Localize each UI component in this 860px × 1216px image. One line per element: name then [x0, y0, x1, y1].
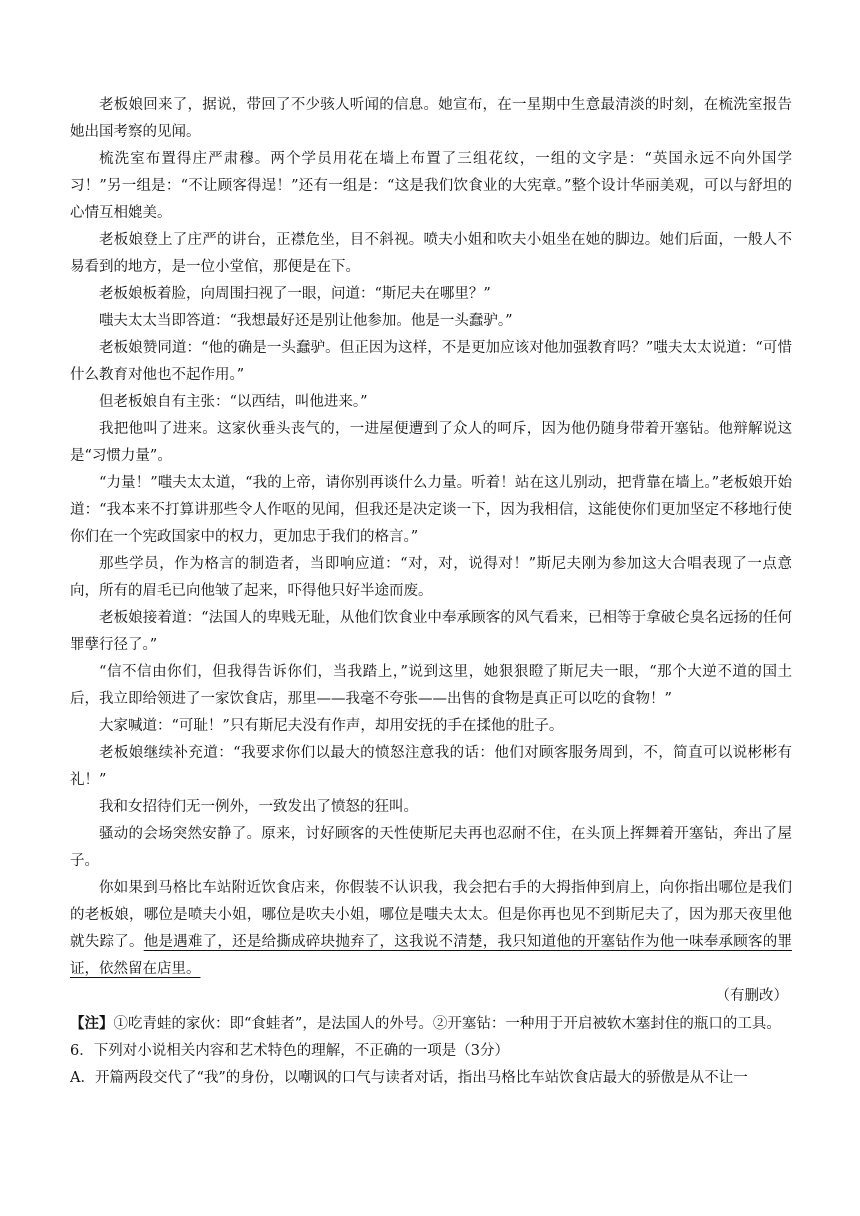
- option-a: A．开篇两段交代了“我”的身份，以嘲讽的口气与读者对话，指出马格比车站饮食店最大的骄傲是从不让一: [70, 1070, 748, 1086]
- footnote-text: ①吃青蛙的家伙：即“食蛙者”，是法国人的外号。②开塞钻：一种用于开启被软木塞封住的瓶口的工具。: [113, 1016, 781, 1032]
- paragraph: 梳洗室布置得庄严肃穆。两个学员用花在墙上布置了三组花纹，一组的文字是：“英国永远不向外国学习！”另一组是：“不让顾客得逞！”还有一组是：“这是我们饮食业的大宪章。”整个设计华丽美观，可以与舒坦的心情互相媲美。: [70, 151, 792, 221]
- paragraph: 大家喊道：“可耻！”只有斯尼夫没有作声，却用安抚的手在揉他的肚子。: [99, 718, 564, 734]
- paragraph: 嗤夫太太当即答道：“我想最好还是别让他参加。他是一头蠢驴。”: [99, 313, 513, 329]
- last-paragraph: [70, 875, 792, 983]
- story-body: [70, 92, 792, 1010]
- document-page: [70, 92, 792, 1092]
- paragraph: “信不信由你们，但我得告诉你们，当我踏上，”说到这里，她狠狠瞪了斯尼夫一眼，“那个大逆不道的国土后，我立即给领进了一家饮食店，那里——我毫不夸张——出售的食物是真正可以吃的食物！”: [70, 664, 792, 707]
- paragraph: 老板娘板着脸，向周围扫视了一眼，问道：“斯尼夫在哪里？”: [99, 286, 491, 302]
- footnote-label: 【注】: [70, 1015, 114, 1032]
- paragraph: 老板娘赞同道：“他的确是一头蠢驴。但正因为这样，不是更加应该对他加强教育吗？”嗤夫太太说道：“可惜什么教育对他也不起作用。”: [70, 340, 792, 383]
- paragraph: 骚动的会场突然安静了。原来，讨好顾客的天性使斯尼夫再也忍耐不住，在头顶上挥舞着开塞钻，奔出了屋子。: [70, 826, 792, 869]
- paragraph: 那些学员，作为格言的制造者，当即响应道：“对，对，说得对！”斯尼夫刚为参加这大合唱表现了一点意向，所有的眉毛已向他皱了起来，吓得他只好半途而废。: [70, 556, 792, 599]
- paragraph: 但老板娘自有主张：“以西结，叫他进来。”: [99, 394, 368, 410]
- last-paragraph-plain: 你如果到马格比车站附近饮食店来，你假装不认识我，我会把右手的大拇指伸到肩上，向你指出哪位是我们的老板娘，哪位是喷夫小姐，哪位是吹夫小姐，哪位是嗤夫太太。但是你再也见不到斯尼夫了，因为那天夜里他就失踪了。: [70, 880, 792, 950]
- paragraph: 我和女招待们无一例外，一致发出了愤怒的狂叫。: [99, 799, 418, 815]
- paragraph: 我把他叫了进来。这家伙垂头丧气的，一进屋便遭到了众人的呵斥，因为他仍随身带着开塞钻。他辩解说这是“习惯力量”。: [70, 421, 792, 464]
- question-stem: 6．下列对小说相关内容和艺术特色的理解，不正确的一项是（3分）: [70, 1043, 509, 1059]
- paragraph: “力量！”嗤夫太太道，“我的上帝，请你别再谈什么力量。听着！站在这儿别动，把背靠在墙上。”老板娘开始道：“我本来不打算讲那些令人作呕的见闻，但我还是决定谈一下，因为我相信，这能使你们更加坚定不移地行使你们在一个宪政国家中的权力，更加忠于我们的格言。”: [70, 475, 792, 545]
- footnotes: [70, 1010, 792, 1038]
- paragraph: 老板娘接着道：“法国人的卑贱无耻，从他们饮食业中奉承顾客的风气看来，已相等于拿破仑臭名远扬的任何罪孽行径了。”: [70, 610, 792, 653]
- source-note: （有删改）: [715, 988, 788, 1004]
- underlined-sentence: 他是遇难了，还是给撕成碎块抛弃了，这我说不清楚，我只知道他的开塞钻作为他一味奉承顾客的罪证，依然留在店里。: [70, 934, 793, 977]
- paragraph: 老板娘登上了庄严的讲台，正襟危坐，目不斜视。喷夫小姐和吹夫小姐坐在她的脚边。她们后面，一般人不易看到的地方，是一位小堂倌，那便是在下。: [70, 232, 792, 275]
- paragraph: 老板娘回来了，据说，带回了不少骇人听闻的信息。她宣布，在一星期中生意最清淡的时刻，在梳洗室报告她出国考察的见闻。: [70, 97, 792, 140]
- paragraph: 老板娘继续补充道：“我要求你们以最大的愤怒注意我的话：他们对顾客服务周到，不，简直可以说彬彬有礼！”: [70, 745, 792, 788]
